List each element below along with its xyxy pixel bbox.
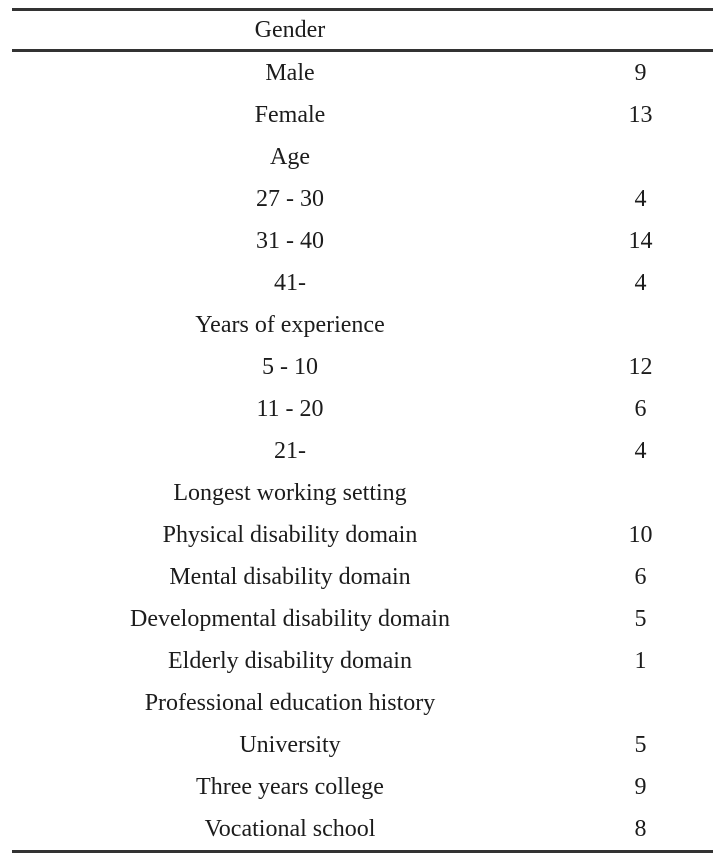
row-label: 41-: [274, 270, 306, 296]
row-label: Developmental disability domain: [130, 606, 450, 632]
row-value: 9: [634, 60, 647, 86]
row-value: 6: [634, 396, 647, 422]
table-section-row: [12, 304, 713, 346]
row-value: 12: [628, 354, 653, 380]
table-row: [12, 178, 713, 220]
row-label: 21-: [274, 438, 306, 464]
section-label: Years of experience: [195, 312, 385, 338]
table-row: [12, 766, 713, 808]
table-row: [12, 808, 713, 850]
demographics-table: [12, 8, 713, 853]
row-value: 4: [634, 186, 647, 212]
section-label: Age: [270, 144, 310, 170]
row-label: Elderly disability domain: [168, 648, 412, 674]
table-header-row: [12, 11, 713, 52]
table-row: [12, 346, 713, 388]
table-row: [12, 724, 713, 766]
row-label: 11 - 20: [256, 396, 324, 422]
table-section-row: [12, 682, 713, 724]
table-header-label: Gender: [254, 17, 326, 43]
table-row: [12, 514, 713, 556]
row-label: Vocational school: [204, 816, 376, 842]
row-label: 27 - 30: [256, 186, 324, 212]
row-label: Female: [254, 102, 326, 128]
table-section-row: [12, 136, 713, 178]
row-label: Physical disability domain: [162, 522, 418, 548]
row-label: Mental disability domain: [169, 564, 411, 590]
table-row: [12, 388, 713, 430]
row-label: Male: [265, 60, 315, 86]
table-row: [12, 598, 713, 640]
row-label: 5 - 10: [262, 354, 318, 380]
row-value: 14: [628, 228, 653, 254]
row-value: 5: [634, 606, 647, 632]
row-value: 6: [634, 564, 647, 590]
table-section-row: [12, 472, 713, 514]
row-value: 13: [628, 102, 653, 128]
table-row: [12, 94, 713, 136]
section-label: Longest working setting: [173, 480, 407, 506]
row-value: 8: [634, 816, 647, 842]
row-label: University: [239, 732, 341, 758]
table-row: [12, 556, 713, 598]
row-value: 4: [634, 438, 647, 464]
row-value: 10: [628, 522, 653, 548]
row-value: 4: [634, 270, 647, 296]
table-row: [12, 52, 713, 94]
row-label: Three years college: [196, 774, 384, 800]
table-row: [12, 640, 713, 682]
row-label: 31 - 40: [256, 228, 324, 254]
row-value: 1: [634, 648, 647, 674]
table-row: [12, 262, 713, 304]
table-row: [12, 430, 713, 472]
section-label: Professional education history: [144, 690, 436, 716]
row-value: 5: [634, 732, 647, 758]
table-row: [12, 220, 713, 262]
row-value: 9: [634, 774, 647, 800]
